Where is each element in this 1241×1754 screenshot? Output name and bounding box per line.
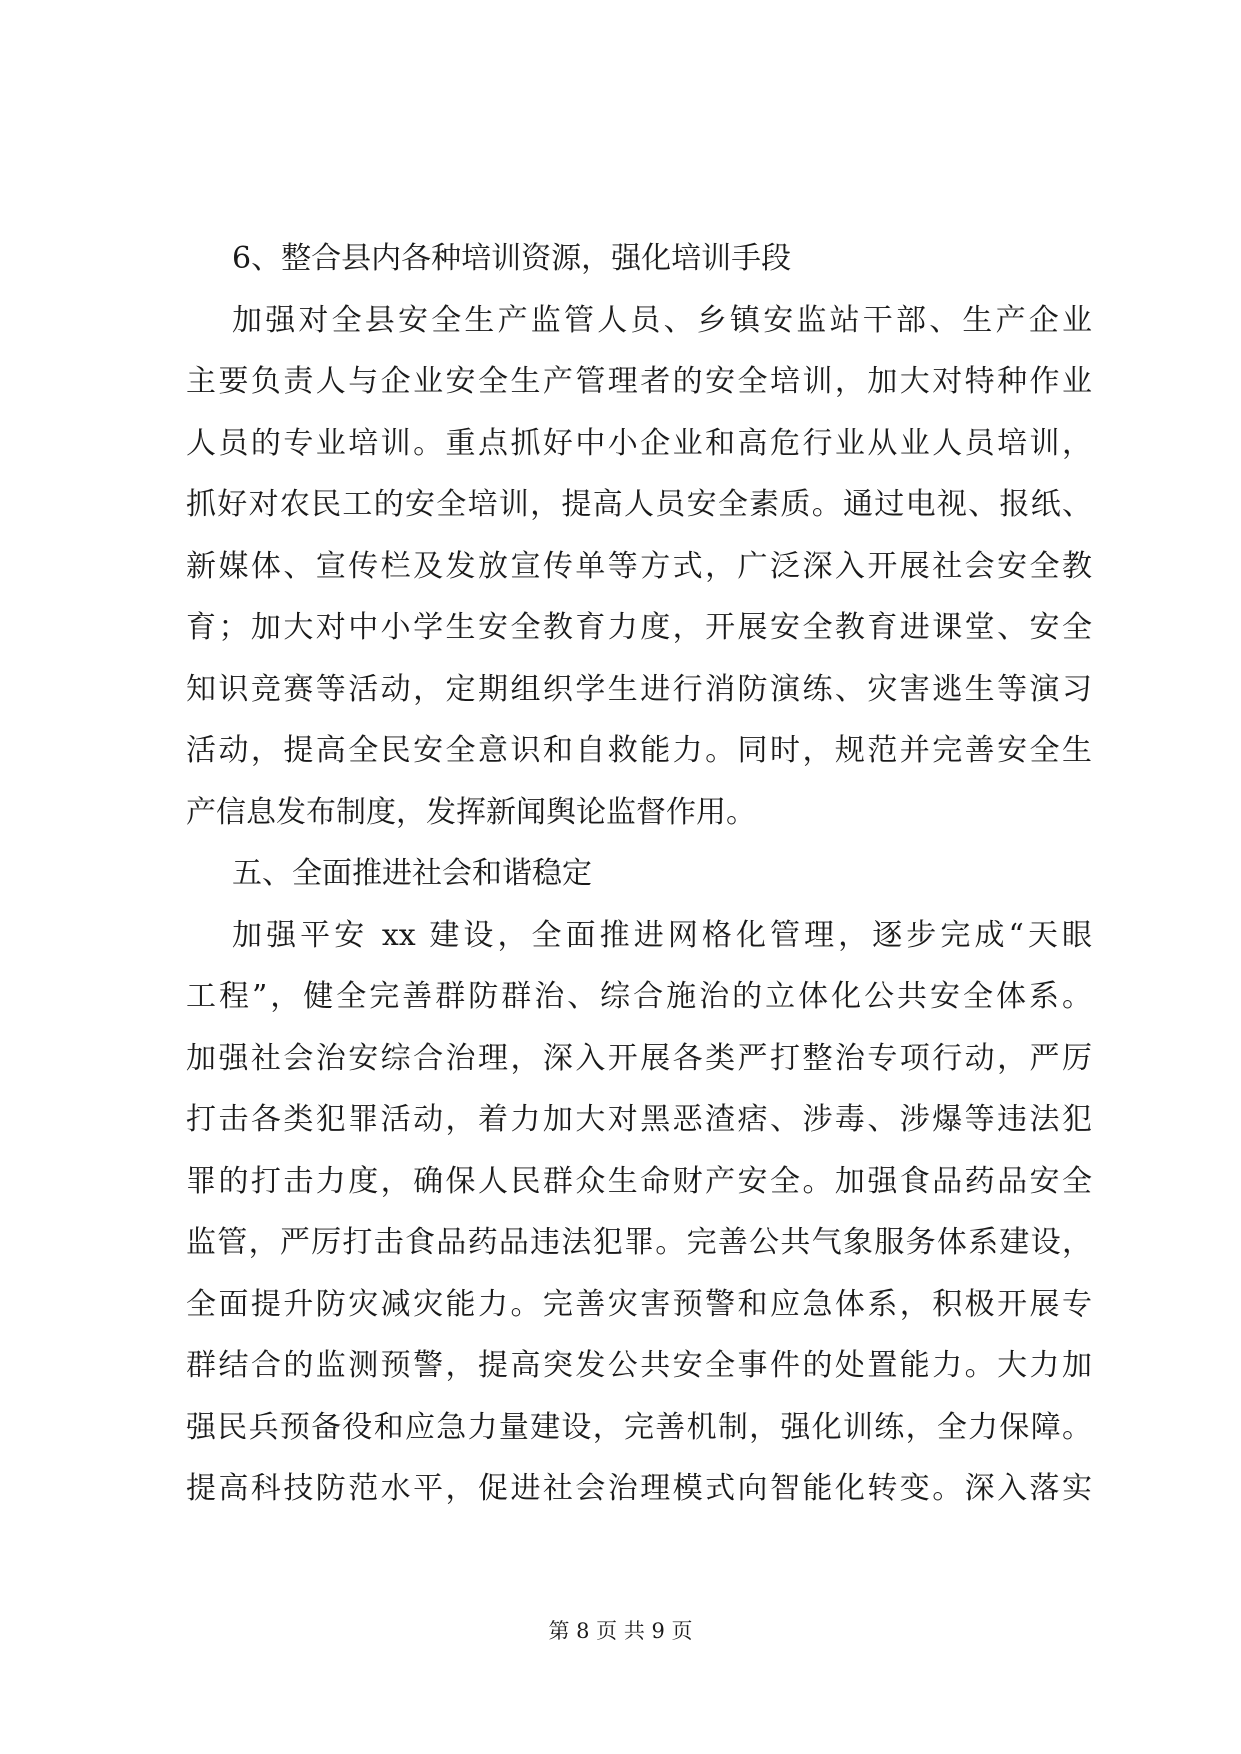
paragraph-line: 知识竞赛等活动，定期组织学生进行消防演练、灾害逃生等演习 [186,671,1092,707]
paragraph-line: 主要负责人与企业安全生产管理者的安全培训，加大对特种作业 [186,364,1092,399]
section-heading: 6、整合县内各种培训资源，强化培训手段 [232,241,792,276]
body-text [186,228,1092,1520]
paragraph-line: 抓好对农民工的安全培训，提高人员安全素质。通过电视、报纸、 [186,487,1092,522]
paragraph-line: 加强社会治安综合治理，深入开展各类严打整治专项行动，严厉 [186,1040,1092,1076]
paragraph-line: 监管，严厉打击食品药品违法犯罪。完善公共气象服务体系建设， [186,1225,1092,1260]
paragraph-line: 工程”，健全完善群防群治、综合施治的立体化公共安全体系。 [186,979,1092,1014]
paragraph-last-line: 产信息发布制度，发挥新闻舆论监督作用。 [186,794,756,830]
paragraph-line: 育；加大对中小学生安全教育力度，开展安全教育进课堂、安全 [186,610,1092,645]
paragraph-line: 罪的打击力度，确保人民群众生命财产安全。加强食品药品安全 [186,1163,1092,1199]
paragraph-line: 新媒体、宣传栏及发放宣传单等方式，广泛深入开展社会安全教 [186,548,1092,584]
paragraph-line: 人员的专业培训。重点抓好中小企业和高危行业从业人员培训， [186,425,1092,461]
section-heading: 五、全面推进社会和谐稳定 [232,856,592,891]
paragraph-first-line: 加强对全县安全生产监管人员、乡镇安监站干部、生产企业 [232,302,1092,338]
paragraph-line: 提高科技防范水平，促进社会治理模式向智能化转变。深入落实 [186,1471,1092,1506]
paragraph-line: 强民兵预备役和应急力量建设，完善机制，强化训练，全力保障。 [186,1409,1092,1445]
page-footer: 第 8 页 共 9 页 [548,1619,693,1643]
paragraph-first-line: 加强平安 xx 建设，全面推进网格化管理，逐步完成“天眼 [232,917,1092,953]
paragraph-line: 全面提升防灾减灾能力。完善灾害预警和应急体系，积极开展专 [186,1286,1092,1322]
paragraph-line: 活动，提高全民安全意识和自救能力。同时，规范并完善安全生 [186,733,1092,768]
paragraph-line: 打击各类犯罪活动，着力加大对黑恶渣痞、涉毒、涉爆等违法犯 [186,1102,1092,1137]
paragraph-line: 群结合的监测预警，提高突发公共安全事件的处置能力。大力加 [186,1348,1092,1383]
